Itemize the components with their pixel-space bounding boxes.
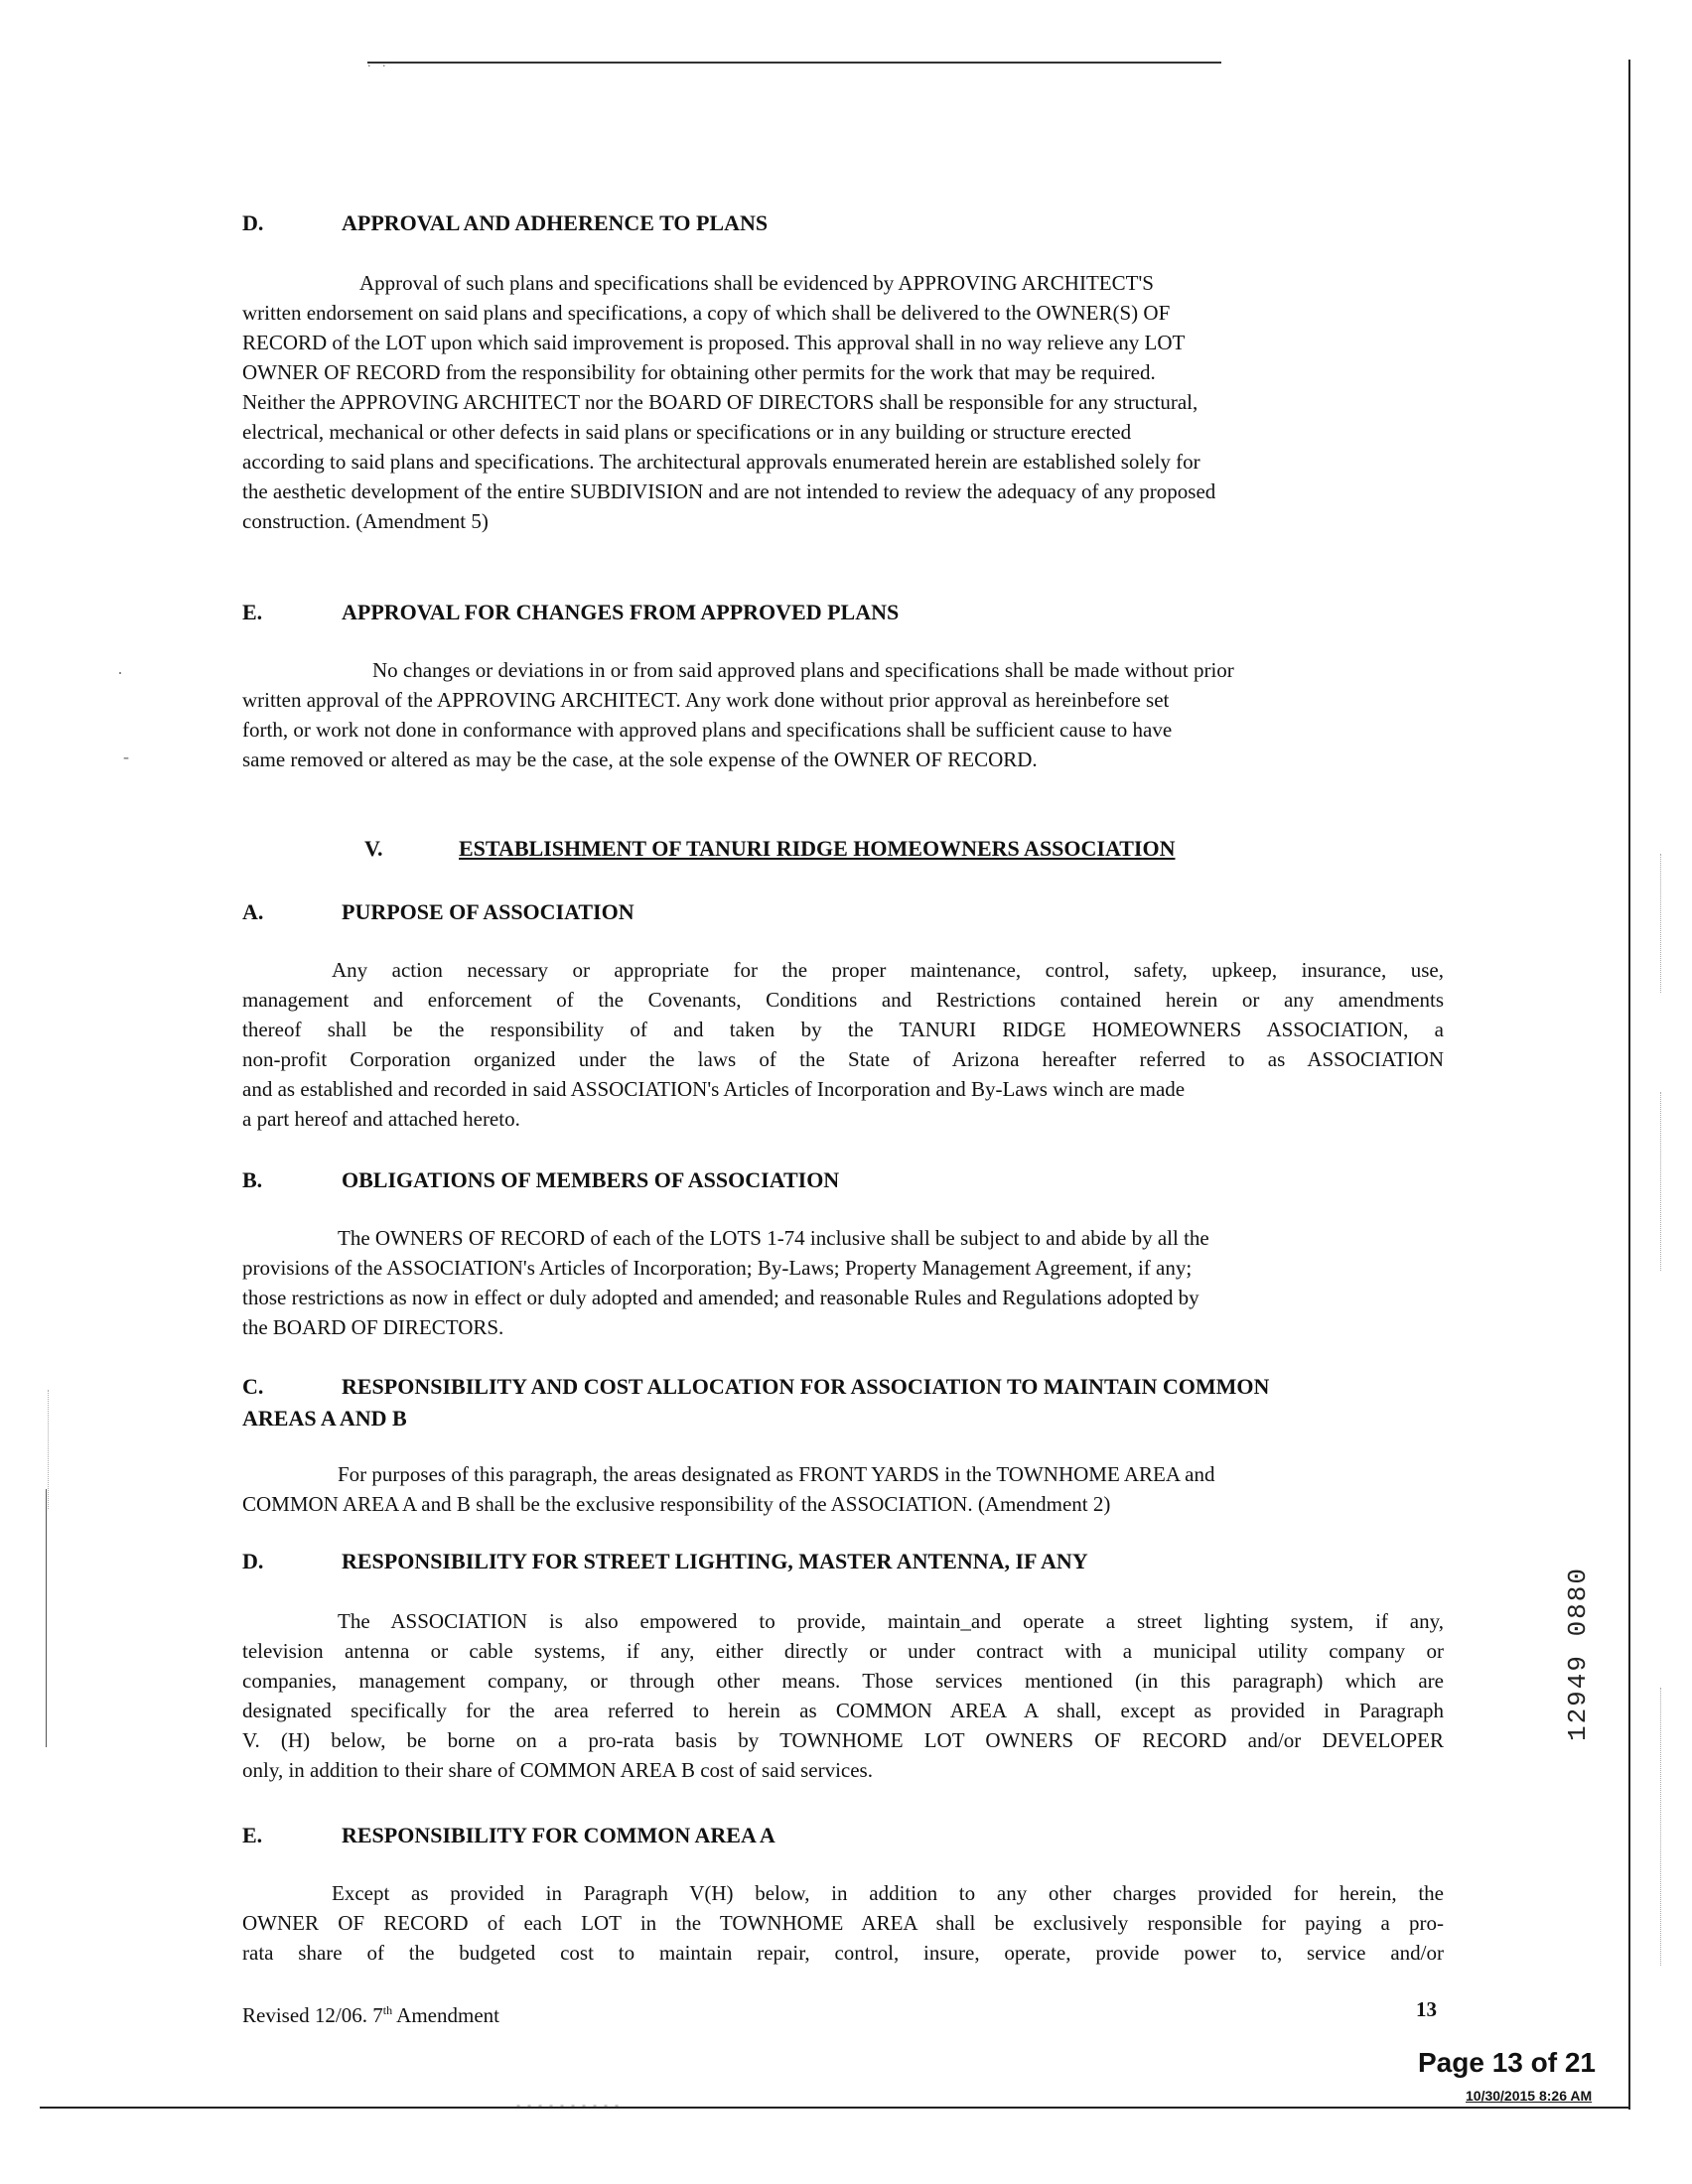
scan-edge-mark: [1660, 1688, 1661, 1966]
heading-e-changes: E. APPROVAL FOR CHANGES FROM APPROVED PLANS: [242, 600, 900, 624]
scan-artifact-dots: . .: [367, 56, 390, 70]
section-v-title: V. ESTABLISHMENT OF TANURI RIDGE HOMEOWNERS ASSOCIATION: [364, 836, 1176, 861]
timestamp: 10/30/2015 8:26 AM: [1466, 2088, 1593, 2104]
scan-artifact-dashes: - - - - - - - - - -: [516, 2098, 621, 2112]
recording-number: 12949 0880: [1563, 1567, 1593, 1742]
scan-speck: ·: [117, 663, 123, 683]
right-scan-edge: [1628, 60, 1630, 2110]
heading-b-obligations: B. OBLIGATIONS OF MEMBERS OF ASSOCIATION: [242, 1167, 840, 1192]
paragraph-c-responsibility: For purposes of this paragraph, the areas designated as FRONT YARDS in the TOWNHOME AREA and COMMON AREA A and B shall be the exclusive responsibility of the ASSOCIATION. (Amendment 2): [242, 1462, 1215, 1516]
paragraph-d-lighting: The ASSOCIATION is also empowered to provide, maintain_and operate a street lighting system, if any, television antenna or cable systems, if any, either directly or under contract with a municipal utility company or companies, management company, or through other means. Those services mentioned (in this paragraph) which are designated specifically for the area referred to herein as COMMON AREA A shall, except as provided in Paragraph V. (H) below, be borne on a pro-rata basis by TOWNHOME LOT OWNERS OF RECORD and/or DEVELOPER only, in addition to their share of COMMON AREA B cost of said services.: [242, 1609, 1444, 1782]
paragraph-b-obligations: The OWNERS OF RECORD of each of the LOTS 1-74 inclusive shall be subject to and abide by all the provisions of the ASSOCIATION's Articles of Incorporation; By-Laws; Property Management Agreement, if any; those restrictions as now in effect or duly adopted and amended; and reasonable Rules and Regulations adopted by the BOARD OF DIRECTORS.: [242, 1226, 1209, 1339]
scan-edge-mark: [1660, 854, 1661, 993]
scan-margin-mark: [46, 1489, 47, 1747]
scan-edge-mark: [1660, 1092, 1661, 1271]
heading-c-responsibility-line2: AREAS A AND B: [242, 1406, 407, 1431]
heading-a-purpose: A. PURPOSE OF ASSOCIATION: [242, 899, 634, 924]
paragraph-a-purpose: Any action necessary or appropriate for the proper maintenance, control, safety, upkeep, insurance, use, management and enforcement of the Covenants, Conditions and Restrictions contained herein or any amendments thereof shall be the responsibility of and taken by the TANURI RIDGE HOMEOWNERS ASSOCIATION, a non-profit Corporation organized under the laws of the State of Arizona hereafter referred to as ASSOCIATION and as established and recorded in said ASSOCIATION's Articles of Incorporation and By-Laws winch are made a part hereof and attached hereto.: [242, 958, 1444, 1131]
heading-c-responsibility: C. RESPONSIBILITY AND COST ALLOCATION FOR ASSOCIATION TO MAINTAIN COMMON: [242, 1374, 1270, 1399]
heading-d-lighting: D. RESPONSIBILITY FOR STREET LIGHTING, MASTER ANTENNA, IF ANY: [242, 1549, 1088, 1573]
top-scan-line: [367, 62, 1221, 64]
page-number: 13: [1416, 1997, 1437, 2021]
heading-d-approval: D. APPROVAL AND ADHERENCE TO PLANS: [242, 210, 769, 235]
bottom-scan-line: [40, 2107, 1628, 2109]
scan-margin-mark: [48, 1390, 49, 1509]
paragraph-e-changes: No changes or deviations in or from said approved plans and specifications shall be made without prior written approval of the APPROVING ARCHITECT. Any work done without prior approval as hereinbefore set forth, or work not done in conformance with approved plans and specifications shall be sufficient cause to have same removed or altered as may be the case, at the sole expense of the OWNER OF RECORD.: [242, 658, 1234, 771]
page-of-label: Page 13 of 21: [1418, 2047, 1596, 2078]
revision-note: Revised 12/06. 7th Amendment: [242, 2003, 499, 2027]
paragraph-e-common-area-a: Except as provided in Paragraph V(H) below, in addition to any other charges provided for herein, the OWNER OF RECORD of each LOT in the TOWNHOME AREA shall be exclusively responsible for paying a pro- rata share of the budgeted cost to maintain repair, control, insure, operate, provide power to, service and/or: [242, 1881, 1444, 1965]
heading-e-common-area-a: E. RESPONSIBILITY FOR COMMON AREA A: [242, 1823, 776, 1847]
paragraph-d-approval: Approval of such plans and specifications shall be evidenced by APPROVING ARCHITECT'S written endorsement on said plans and specifications, a copy of which shall be delivered to the OWNER(S) OF RECORD of the LOT upon which said improvement is proposed. This approval shall in no way relieve any LOT OWNER OF RECORD from the responsibility for obtaining other permits for the work that may be required. Neither the APPROVING ARCHITECT nor the BOARD OF DIRECTORS shall be responsible for any structural, electrical, mechanical or other defects in said plans or specifications or in any building or structure erected according to said plans and specifications. The architectural approvals enumerated herein are established solely for the aesthetic development of the entire SUBDIVISION and are not intended to review the adequacy of any proposed construction. (Amendment 5): [242, 271, 1216, 533]
scan-speck: -: [123, 747, 129, 766]
